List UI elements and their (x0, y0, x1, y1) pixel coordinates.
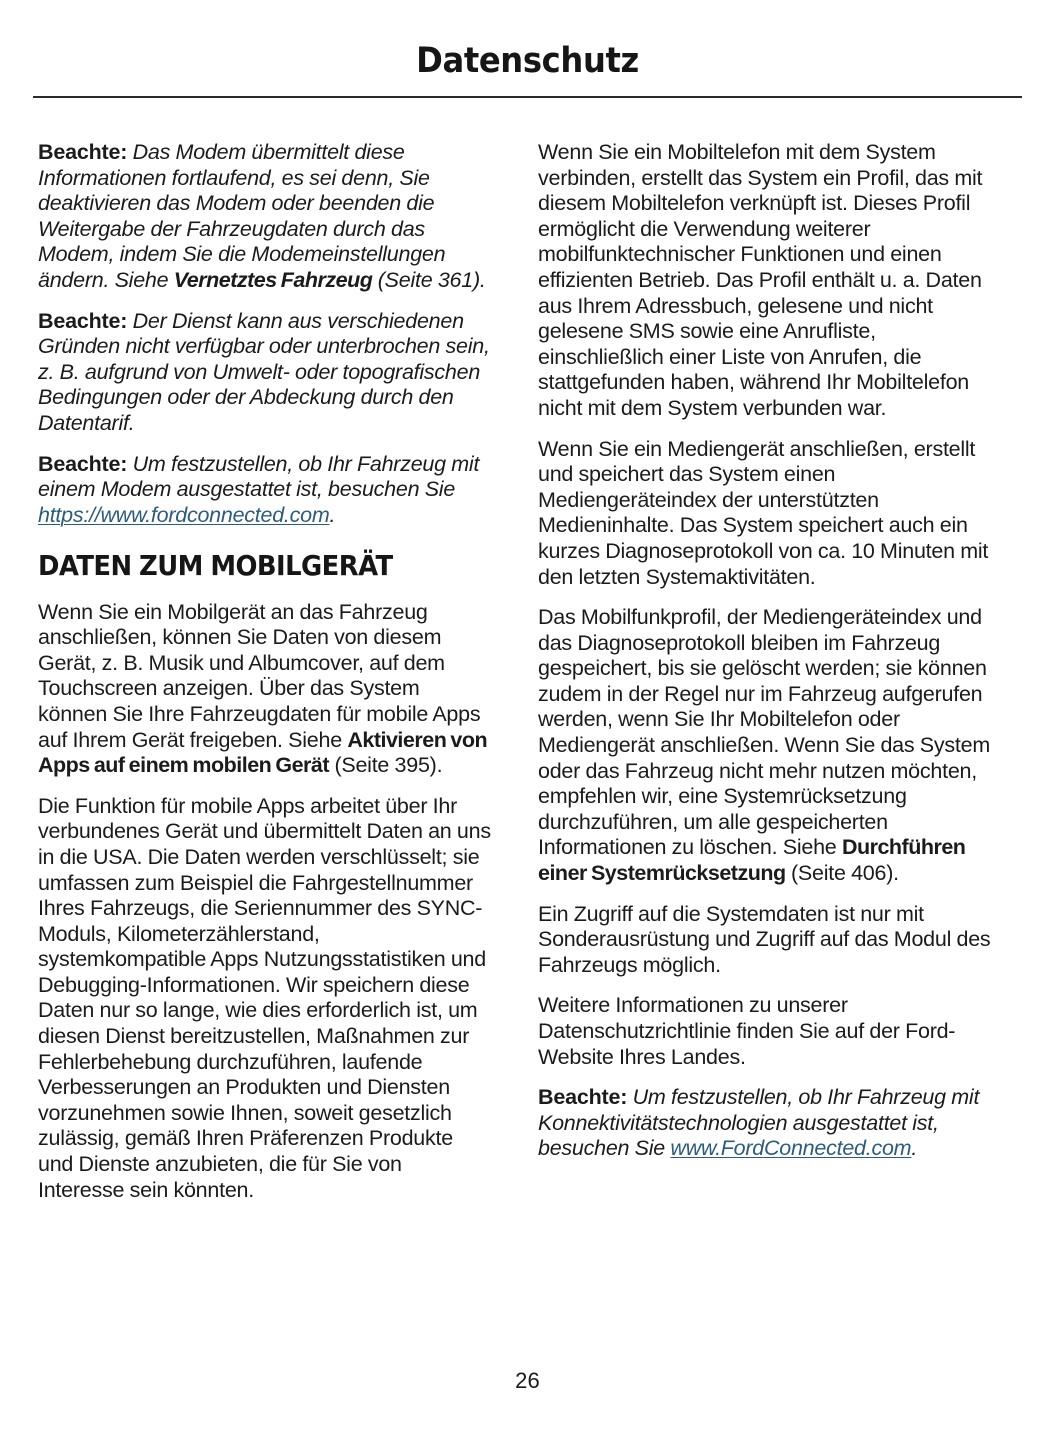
page-footer (0, 1368, 1055, 1394)
note-text-after: . (329, 502, 336, 527)
page-number: 26 (515, 1368, 540, 1393)
note-label: Beachte: (38, 308, 128, 333)
note-connectivity-equipped (538, 1085, 993, 1162)
two-column-body (38, 140, 1016, 1203)
note-text-before: Um festzustellen, ob Ihr Fahrzeug mit einem Modem ausgestattet ist, besuchen Sie (38, 451, 480, 502)
page-title: Datenschutz (416, 41, 639, 81)
right-column (538, 140, 993, 1162)
paragraph-apps-function: Die Funktion für mobile Apps arbeitet über Ihr verbundenes Gerät und übermittelt Daten an uns in die USA. Die Daten werden verschlüsselt; sie umfassen zum Beispiel die Fahrgestellnummer Ihres Fahrzeugs, die Seriennummer des SYNC-Moduls, Kilometerzählerstand, systemkompatible Apps Nutzungsstatistiken und Debugging-Informationen. Wir speichern diese Daten nur so lange, wie dies erforderlich ist, um diesen Dienst bereitzustellen, Maßnahmen zur Fehlerbehebung durchzuführen, laufende Verbesserungen an Produkten und Diensten vorzunehmen sowie Ihnen, soweit gesetzlich zulässig, gemäß Ihren Präferenzen Produkte und Dienste anzubieten, die für Sie von Interesse sein könnten. (38, 793, 491, 1202)
note-text-after: . (911, 1136, 918, 1161)
note-check-modem-equipped (38, 452, 493, 529)
cross-reference-systemruecksetzung[interactable]: Durchführen einer Systemrücksetzung (538, 835, 966, 886)
note-text: Der Dienst kann aus verschiedenen Gründen nicht verfügbar oder unterbrochen sein, z. B. aufgrund von Umwelt- oder topografischen Bedingungen oder der Abdeckung durch den Datentarif. (38, 308, 490, 435)
cross-reference-aktivieren-von-apps[interactable]: Aktivieren von Apps auf einem mobilen Gerät (38, 727, 488, 778)
paragraph-text-before: Das Mobilfunkprofil, der Mediengeräteindex und das Diagnoseprotokoll bleiben im Fahrzeug gespeichert, bis sie gelöscht werden; sie können zudem in der Regel nur im Fahrzeug aufgerufen werden, wenn Sie Ihr Mobiltelefon oder Mediengerät anschließen. Wenn Sie das System oder das Fahrzeug nicht mehr nutzen möchten, empfehlen wir, eine Systemrücksetzung durchzuführen, um alle gespeicherten Informationen zu löschen. Siehe (538, 605, 990, 860)
paragraph-text-before: Wenn Sie ein Mobilgerät an das Fahrzeug anschließen, können Sie Daten von diesem Gerät, z. B. Musik und Albumcover, auf dem Touchscreen anzeigen. Über das System können Sie Ihre Fahrzeugdaten für mobile Apps auf Ihrem Gerät freigeben. Siehe (38, 599, 481, 752)
paragraph-text-after: (Seite 395). (329, 753, 443, 778)
fordconnected-link[interactable]: www.FordConnected.com (670, 1136, 912, 1161)
paragraph-text-after: (Seite 406). (785, 861, 899, 886)
note-label: Beachte: (38, 451, 128, 476)
left-column (38, 140, 493, 1203)
note-service-availability (38, 309, 493, 437)
fordconnected-link[interactable]: https://www.fordconnected.com (38, 502, 330, 527)
note-label: Beachte: (538, 1085, 628, 1110)
section-heading-mobile-device-data: DATEN ZUM MOBILGERÄT (38, 550, 393, 583)
paragraph-media-device: Wenn Sie ein Mediengerät anschließen, erstellt und speichert das System einen Mediengeräteindex der unterstützten Medieninhalte. Das System speichert auch ein kurzes Diagnoseprotokoll von ca. 10 Minuten mit den letzten Systemaktivitäten. (538, 436, 989, 589)
paragraph-stored-data (538, 605, 993, 887)
paragraph-system-access: Ein Zugriff auf die Systemdaten ist nur mit Sonderausrüstung und Zugriff auf das Modul des Fahrzeugs möglich. (538, 901, 991, 977)
paragraph-mobile-device (38, 600, 493, 779)
note-label: Beachte: (38, 140, 128, 164)
note-text-before: Um festzustellen, ob Ihr Fahrzeug mit Konnektivitätstechnologien ausgestattet ist, besuchen Sie (538, 1085, 980, 1161)
paragraph-more-info: Weitere Informationen zu unserer Datenschutzrichtlinie finden Sie auf der Ford-Website Ihres Landes. (538, 993, 956, 1069)
note-text-after: (Seite 361). (372, 267, 486, 292)
note-text-before: Das Modem übermittelt diese Informationen fortlaufend, es sei denn, Sie deaktivieren das Modem oder beenden die Weitergabe der Fahrzeugdaten durch das Modem, indem Sie die Modemeinstellungen ändern. Siehe (38, 140, 446, 292)
page-header (33, 42, 1022, 81)
cross-reference-vernetztes-fahrzeug[interactable]: Vernetztes Fahrzeug (173, 267, 373, 292)
header-divider (33, 96, 1022, 98)
paragraph-phone-profile: Wenn Sie ein Mobiltelefon mit dem System verbinden, erstellt das System ein Profil, das mit diesem Mobiltelefon verknüpft ist. Dieses Profil ermöglicht die Verwendung weiterer mobilfunktechnischer Funktionen und einen effizienten Betrieb. Das Profil enthält u. a. Daten aus Ihrem Adressbuch, gelesene und nicht gelesene SMS sowie eine Anrufliste, einschließlich einer Liste von Anrufen, die stattgefunden haben, während Ihr Mobiltelefon nicht mit dem System verbunden war. (538, 140, 983, 420)
note-modem-transmission (38, 140, 493, 294)
